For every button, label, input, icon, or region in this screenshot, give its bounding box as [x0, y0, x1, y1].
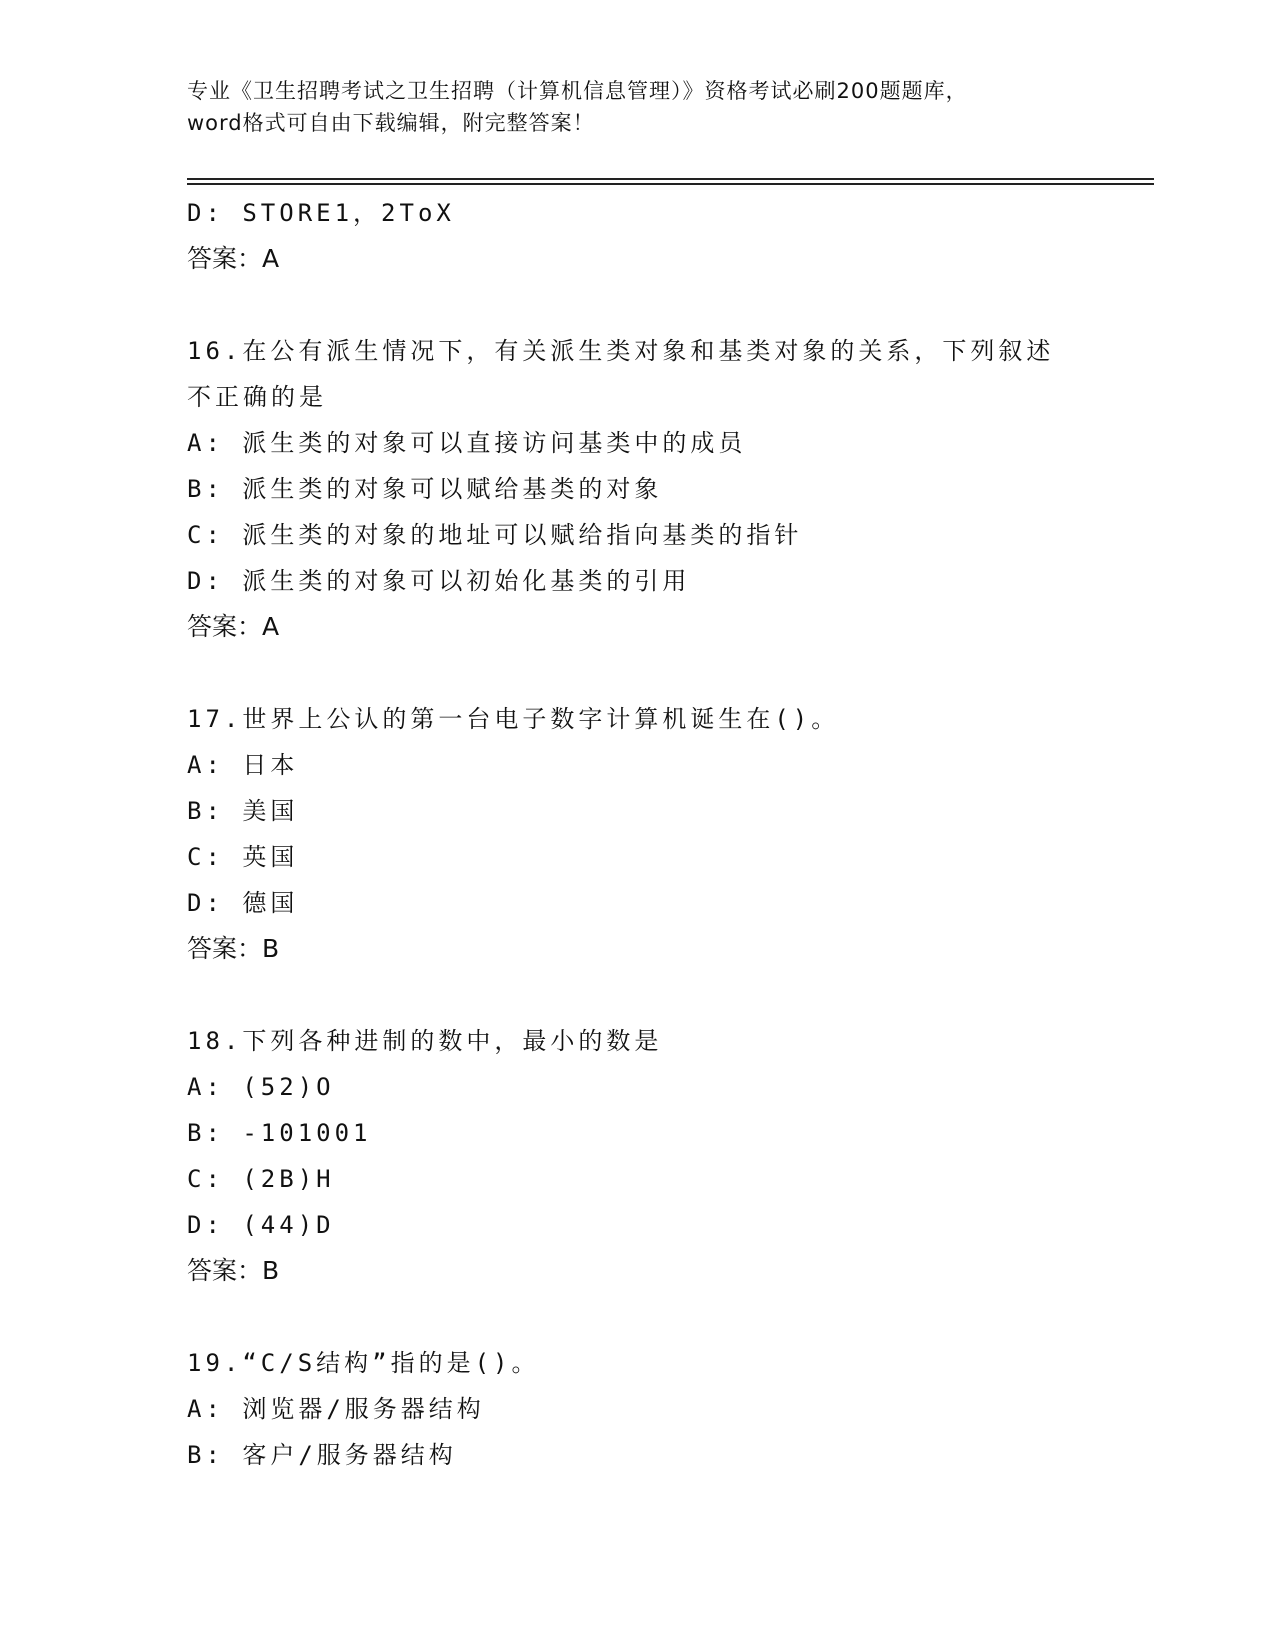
option-b: B: -101001 — [187, 1119, 372, 1147]
header-divider-bottom — [187, 183, 1154, 185]
document-header — [187, 75, 1087, 139]
option-a: A: (52)O — [187, 1073, 335, 1101]
option-d: D: 德国 — [187, 889, 299, 917]
question-title: 18.下列各种进制的数中，最小的数是 — [187, 1027, 663, 1055]
question-title: 19.“C/S结构”指的是()。 — [187, 1349, 540, 1377]
answer-line: 答案：A — [187, 612, 280, 641]
question-18 — [187, 1018, 1147, 1294]
question-title: 17.世界上公认的第一台电子数字计算机诞生在()。 — [187, 705, 840, 733]
question-title-line-1: 16.在公有派生情况下，有关派生类对象和基类对象的关系，下列叙述 — [187, 337, 1055, 365]
header-divider-top — [187, 178, 1154, 180]
answer-line: 答案：A — [187, 244, 280, 273]
question-title-line-2: 不正确的是 — [187, 383, 327, 411]
option-d: D: 派生类的对象可以初始化基类的引用 — [187, 567, 691, 595]
spacer — [187, 1294, 1147, 1340]
option-d: D: STORE1，2ToX — [187, 199, 455, 227]
option-a: A: 派生类的对象可以直接访问基类中的成员 — [187, 429, 747, 457]
question-16 — [187, 328, 1147, 650]
spacer — [187, 282, 1147, 328]
option-c: C: 英国 — [187, 843, 299, 871]
option-b: B: 美国 — [187, 797, 299, 825]
spacer — [187, 972, 1147, 1018]
spacer — [187, 650, 1147, 696]
question-17 — [187, 696, 1147, 972]
option-a: A: 日本 — [187, 751, 299, 779]
option-b: B: 客户/服务器结构 — [187, 1441, 457, 1469]
option-d: D: (44)D — [187, 1211, 335, 1239]
option-a: A: 浏览器/服务器结构 — [187, 1395, 485, 1423]
header-line-1: 专业《卫生招聘考试之卫生招聘（计算机信息管理）》资格考试必刷200题题库， — [187, 79, 968, 103]
question-list — [187, 190, 1147, 1478]
answer-line: 答案：B — [187, 934, 280, 963]
header-line-2: word格式可自由下载编辑，附完整答案！ — [187, 111, 595, 135]
previous-question-tail — [187, 190, 1147, 282]
question-19 — [187, 1340, 1147, 1478]
option-c: C: 派生类的对象的地址可以赋给指向基类的指针 — [187, 521, 803, 549]
option-b: B: 派生类的对象可以赋给基类的对象 — [187, 475, 663, 503]
answer-line: 答案：B — [187, 1256, 280, 1285]
option-c: C: (2B)H — [187, 1165, 335, 1193]
